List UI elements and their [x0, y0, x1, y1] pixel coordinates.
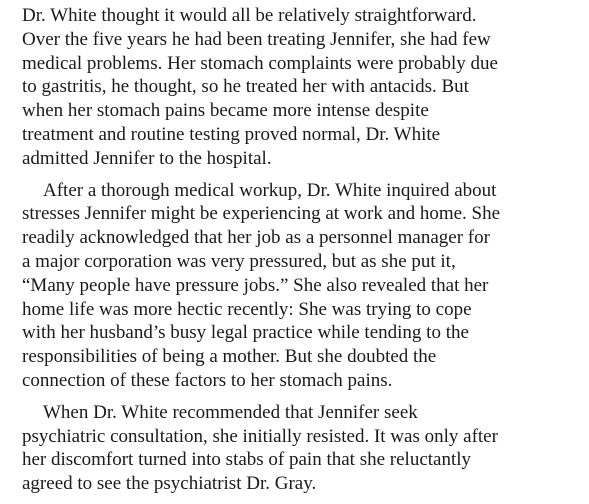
text-line: medical problems. Her stomach complaints were probably due — [22, 52, 498, 74]
text-line: “Many people have pressure jobs.” She also revealed that her — [22, 274, 489, 296]
paragraph-1 — [22, 4, 586, 171]
document-page — [22, 4, 586, 496]
paragraph-2 — [22, 179, 586, 393]
text-line: psychiatric consultation, she initially resisted. It was only after — [22, 425, 498, 447]
text-line: readily acknowledged that her job as a personnel manager for — [22, 227, 490, 249]
text-line: a major corporation was very pressured, but as she put it, — [22, 250, 456, 272]
text-line: agreed to see the psychiatrist Dr. Gray. — [22, 473, 317, 495]
text-line: when her stomach pains became more intense despite — [22, 100, 429, 122]
text-line: After a thorough medical workup, Dr. White inquired about — [43, 179, 497, 201]
text-line: home life was more hectic recently: She was trying to cope — [22, 298, 472, 320]
text-line: responsibilities of being a mother. But she doubted the — [22, 346, 437, 368]
text-line: treatment and routine testing proved normal, Dr. White — [22, 123, 441, 145]
text-line: with her husband’s busy legal practice while tending to the — [22, 322, 469, 344]
text-line: stresses Jennifer might be experiencing at work and home. She — [22, 203, 501, 225]
text-line: admitted Jennifer to the hospital. — [22, 147, 272, 169]
text-line: her discomfort turned into stabs of pain that she reluctantly — [22, 449, 472, 471]
text-line: When Dr. White recommended that Jennifer seek — [43, 401, 418, 423]
text-line: to gastritis, he thought, so he treated her with antacids. But — [22, 76, 469, 98]
text-line: connection of these factors to her stomach pains. — [22, 369, 393, 391]
text-line: Over the five years he had been treating Jennifer, she had few — [22, 28, 491, 50]
text-line: Dr. White thought it would all be relatively straightforward. — [22, 5, 477, 26]
paragraph-3 — [22, 401, 586, 496]
